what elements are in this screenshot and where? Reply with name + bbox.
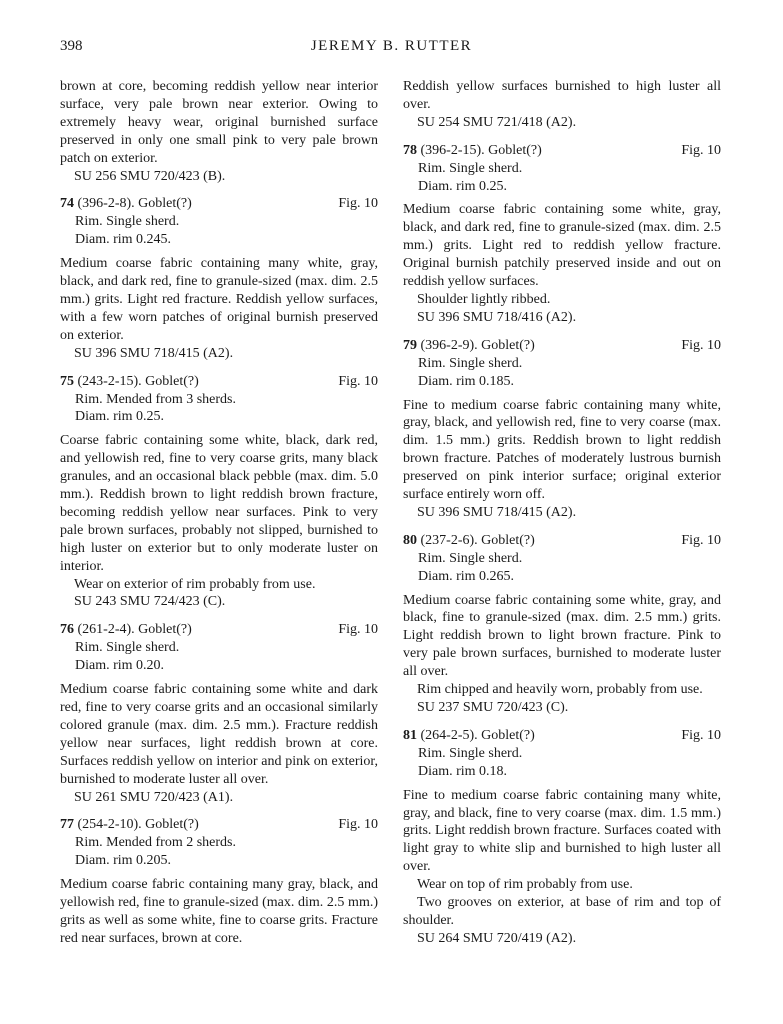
su-line: SU 237 SMU 720/423 (C). — [417, 700, 569, 715]
entry-number: 79 — [403, 337, 417, 353]
note-line: Wear on top of rim probably from use. — [417, 877, 633, 893]
entry-title — [60, 621, 192, 639]
figure-ref: Fig. 10 — [681, 337, 721, 353]
su-line: SU 396 SMU 718/416 (A2). — [417, 309, 577, 325]
note-line-2: Two grooves on exterior, at base of rim and top of shoulder. — [403, 895, 721, 928]
diameter-line: Diam. rim 0.245. — [75, 232, 172, 248]
entry-heading — [60, 195, 378, 213]
fabric-description: Medium coarse fabric containing some white, gray, black, and dark red, fine to granule-sized (max. dim. 2.5 mm.) grits. Light red to reddish yellow fracture. Original burnish patchily preserved inside and out on reddish yellow surfaces. — [403, 202, 721, 290]
su-line: SU 261 SMU 720/423 (A1). — [74, 789, 234, 805]
rim-line: Rim. Single sherd. — [418, 550, 523, 566]
figure-ref: Fig. 10 — [338, 817, 378, 833]
catalog-entry-79 — [403, 337, 721, 522]
catalog-entry-75 — [60, 373, 378, 612]
catalog-entry-81 — [403, 727, 721, 948]
continued-description: Reddish yellow surfaces burnished to high luster all over. — [403, 79, 721, 112]
entry-label: (264-2-5). Goblet(?) — [417, 727, 535, 743]
entry-heading — [60, 816, 378, 834]
catalog-entry-74 — [60, 195, 378, 362]
entry-number: 75 — [60, 373, 74, 389]
left-column — [60, 78, 378, 948]
entry-title — [60, 195, 192, 213]
catalog-entry-76 — [60, 621, 378, 806]
entry-label: (396-2-8). Goblet(?) — [74, 196, 192, 212]
entry-label: (261-2-4). Goblet(?) — [74, 622, 192, 638]
entry-heading — [403, 727, 721, 745]
figure-ref: Fig. 10 — [338, 373, 378, 389]
diameter-line: Diam. rim 0.265. — [418, 568, 515, 584]
fabric-description: Medium coarse fabric containing some white and dark red, fine to very coarse grits and an occasional similarly colored granule (max. dim. 2.5 mm.). Fracture reddish yellow near surfaces, light reddish brown at core. Surfaces reddish yellow on interior and pink on exterior, burnished to moderate luster all over. — [60, 682, 378, 787]
fabric-description: Fine to medium coarse fabric containing many white, gray, and black, fine to very coarse (max. dim. 1.5 mm.) grits. Light reddish brown fracture. Surfaces coated with light gray to white slip and burnished to high luster all over. — [403, 787, 721, 875]
rim-line: Rim. Single sherd. — [418, 355, 523, 371]
catalog-entry-77 — [60, 816, 378, 947]
rim-line: Rim. Single sherd. — [418, 160, 523, 176]
fabric-description: Medium coarse fabric containing many white, gray, black, and dark red, fine to granule-sized (max. dim. 2.5 mm.) grits. Light red fracture. Reddish yellow surfaces, with a few worn patches of original burnish preserved on exterior. — [60, 256, 378, 343]
right-column — [403, 78, 721, 948]
figure-ref: Fig. 10 — [681, 532, 721, 548]
entry-label: (254-2-10). Goblet(?) — [74, 817, 199, 833]
rim-line: Rim. Mended from 2 sherds. — [75, 835, 236, 851]
entry-title — [403, 142, 542, 160]
entry-number: 81 — [403, 727, 417, 743]
continued-description: brown at core, becoming reddish yellow near interior surface, very pale brown near exterior. Owing to extremely heavy wear, original burnished surface preserved in only one small pink to very pale brown patch on exterior. — [60, 79, 378, 166]
note-line: Wear on exterior of rim probably from use. — [74, 576, 316, 592]
su-line: SU 396 SMU 718/415 (A2). — [74, 345, 234, 361]
diameter-line: Diam. rim 0.18. — [418, 763, 508, 779]
entry-label: (243-2-15). Goblet(?) — [74, 373, 199, 389]
entry-label: (237-2-6). Goblet(?) — [417, 532, 535, 548]
continued-su: SU 254 SMU 721/418 (A2). — [417, 114, 577, 130]
diameter-line: Diam. rim 0.20. — [75, 658, 165, 674]
diameter-line: Diam. rim 0.185. — [418, 373, 515, 389]
entry-number: 74 — [60, 196, 74, 212]
entry-heading — [60, 373, 378, 391]
su-line: SU 264 SMU 720/419 (A2). — [417, 930, 577, 946]
catalog-entry-78 — [403, 142, 721, 327]
rim-line: Rim. Single sherd. — [75, 214, 180, 230]
figure-ref: Fig. 10 — [338, 622, 378, 638]
entry-number: 77 — [60, 817, 74, 833]
fabric-description: Coarse fabric containing some white, black, dark red, and yellowish red, fine to very coarse grits, many black granules, and an occasional black pebble (max. dim. 5.0 mm.). Reddish brown to light reddish brown fracture, becoming reddish yellow near surfaces. Pink to very pale brown surfaces, probably not slipped, burnished to high luster on exterior but to only moderate luster on interior. — [60, 433, 378, 574]
rim-line: Rim. Mended from 3 sherds. — [75, 391, 236, 407]
entry-number: 80 — [403, 532, 417, 548]
entry-heading — [403, 532, 721, 550]
entry-title — [403, 532, 535, 550]
fabric-description: Fine to medium coarse fabric containing many white, gray, black, and yellowish red, fine to very coarse (max. dim. 1.5 mm.) grits. Reddish brown to light reddish brown fracture. Patches of moderately lustrous burnish preserved on pink interior surface; original exterior surface entirely worn off. — [403, 397, 721, 503]
su-line: SU 396 SMU 718/415 (A2). — [417, 504, 577, 520]
rim-line: Rim. Single sherd. — [418, 745, 523, 761]
su-line: SU 243 SMU 724/423 (C). — [74, 594, 226, 610]
note-line: Rim chipped and heavily worn, probably from use. — [417, 682, 703, 698]
entry-title — [403, 337, 535, 355]
entry-heading — [403, 337, 721, 355]
entry-heading — [403, 142, 721, 160]
entry-label: (396-2-15). Goblet(?) — [417, 142, 542, 158]
note-line: Shoulder lightly ribbed. — [417, 291, 551, 307]
fabric-description: Medium coarse fabric containing some white, gray, and black, fine to granule-sized (max. dim. 2.5 mm.) grits. Light reddish brown to light brown fracture. Pink to very pale brown surfaces, burnished to moderate luster all over. — [403, 592, 721, 680]
entry-label: (396-2-9). Goblet(?) — [417, 337, 535, 353]
catalog-entry-80 — [403, 532, 721, 717]
diameter-line: Diam. rim 0.25. — [418, 178, 508, 194]
entry-number: 76 — [60, 622, 74, 638]
diameter-line: Diam. rim 0.205. — [75, 853, 172, 869]
running-head: JEREMY B. RUTTER — [310, 38, 473, 54]
entry-heading — [60, 621, 378, 639]
entry-title — [403, 727, 535, 745]
entry-number: 78 — [403, 142, 417, 158]
figure-ref: Fig. 10 — [681, 142, 721, 158]
diameter-line: Diam. rim 0.25. — [75, 409, 165, 425]
fabric-description: Medium coarse fabric containing many gray, black, and yellowish red, fine to granule-sized (max. dim. 2.5 mm.) grits as well as some white, fine to coarse grits. Fracture red near surfaces, brown at core. — [60, 877, 378, 946]
rim-line: Rim. Single sherd. — [75, 640, 180, 656]
figure-ref: Fig. 10 — [681, 727, 721, 743]
entry-title — [60, 373, 199, 391]
figure-ref: Fig. 10 — [338, 196, 378, 212]
entry-title — [60, 816, 199, 834]
page-number: 398 — [60, 38, 83, 54]
continued-su: SU 256 SMU 720/423 (B). — [74, 168, 226, 184]
